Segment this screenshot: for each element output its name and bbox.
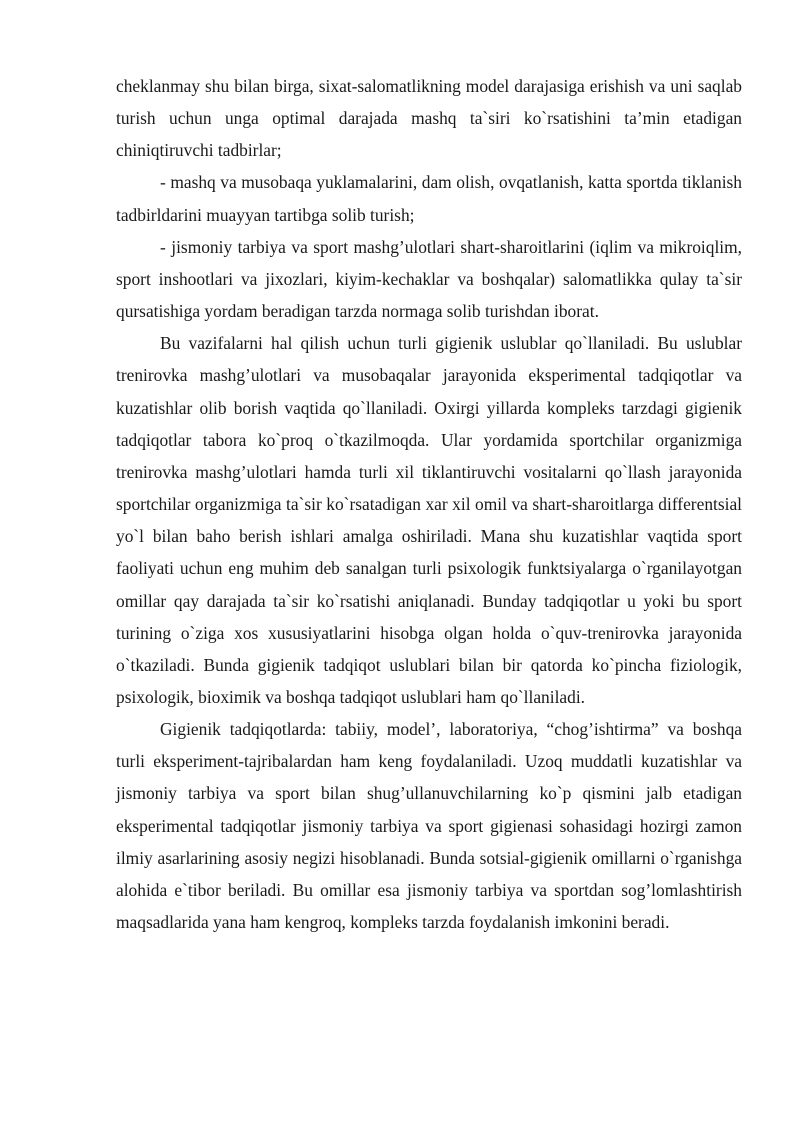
list-item-training-conditions: - jismoniy tarbiya va sport mashg’ulotlari shart-sharoitlarini (iqlim va mikroiqlim, sport inshootlari va jixozlari, kiyim-kechaklar va boshqalar) salomatlikka qulay ta`sir qursatishiga yordam beradigan tarzda normaga solib turishdan iborat. — [116, 236, 742, 322]
list-item-training-schedule: - mashq va musobaqa yuklamalarini, dam olish, ovqatlanish, katta sportda tiklanish tadbirldarini muayyan tartibga solib turish; — [116, 172, 742, 225]
paragraph-continuation: cheklanmay shu bilan birga, sixat-salomatlikning model darajasiga erishish va uni saqlab turish uchun unga optimal darajada mashq ta`siri ko`rsatishini ta’min etadigan chiniqtiruvchi tadbirlar; — [116, 76, 742, 161]
document-page — [116, 70, 742, 938]
paragraph-hygienic-research: Gigienik tadqiqotlarda: tabiiy, model’, laboratoriya, “chog’ishtirma” va boshqa turli eksperiment-tajribalardan ham keng foydalaniladi. Uzoq muddatli kuzatishlar va jismoniy tarbiya va sport bilan shug’ullanuvchilarning ko`p qismini jalb etadigan eksperimental tadqiqotlar jismoniy tarbiya va sport gigienasi sohasidagi hozirgi zamon ilmiy asarlarining asosiy negizi hisoblanadi. Bunda sotsial-gigienik omillarni o`rganishga alohida e`tibor beriladi. Bu omillar esa jismoniy tarbiya va sportdan sog’lomlashtirish maqsadlarida yana ham kengroq, kompleks tarzda foydalanish imkonini beradi. — [116, 719, 742, 933]
paragraph-hygienic-methods: Bu vazifalarni hal qilish uchun turli gigienik uslublar qo`llaniladi. Bu uslublar trenirovka mashg’ulotlari va musobaqalar jarayonida eksperimental tadqiqotlar va kuzatishlar olib borish vaqtida qo`llaniladi. Oxirgi yillarda kompleks tarzdagi gigienik tadqiqotlar tabora ko`proq o`tkazilmoqda. Ular yordamida sportchilar organizmiga trenirovka mashg’ulotlari hamda turli xil tiklantiruvchi vositalarni qo`llash jarayonida sportchilar organizmiga ta`sir ko`rsatadigan xar xil omil va shart-sharoitlarga differentsial yo`l bilan baho berish ishlari amalga oshiriladi. Mana shu kuzatishlar vaqtida sport faoliyati uchun eng muhim deb sanalgan turli psixologik funktsiyalarga o`rganilayotgan omillar qay darajada ta`sir ko`rsatishi aniqlanadi. Bunday tadqiqotlar u yoki bu sport turining o`ziga xos xususiyatlarini hisobga olgan holda o`quv-trenirovka jarayonida o`tkaziladi. Bunda gigienik tadqiqot uslublari bilan bir qatorda ko`pincha fiziologik, psixologik, bioximik va boshqa tadqiqot uslublari ham qo`llaniladi. — [116, 333, 742, 707]
